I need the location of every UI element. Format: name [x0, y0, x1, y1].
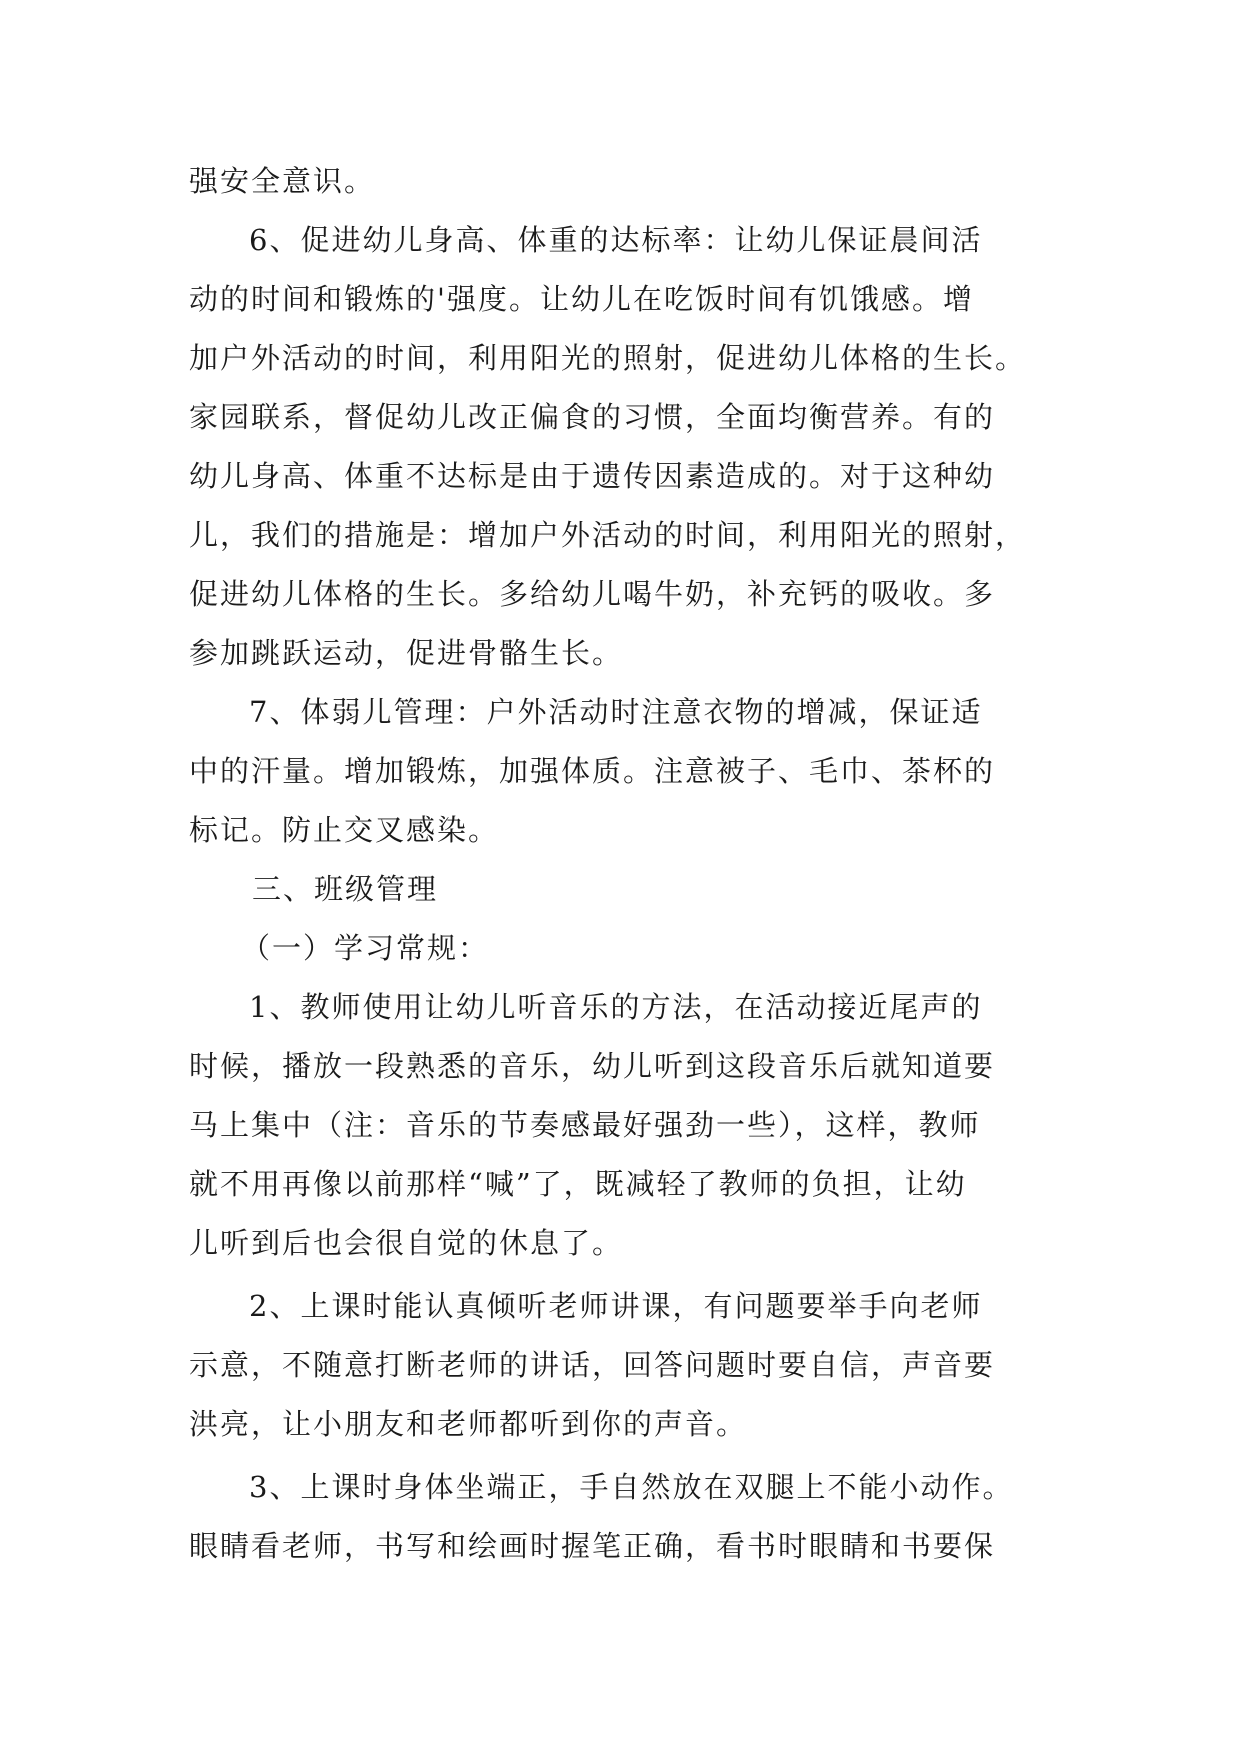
text-line: 洪亮，让小朋友和老师都听到你的声音。 [189, 1407, 748, 1441]
text-line: 家园联系，督促幼儿改正偏食的习惯，全面均衡营养。有的 [189, 400, 996, 434]
paragraph-1-start: 1、教师使用让幼儿听音乐的方法，在活动接近尾声的 [249, 990, 983, 1024]
text-line: 加户外活动的时间，利用阳光的照射，促进幼儿体格的生长。 [189, 341, 1027, 375]
text-line: 参加跳跃运动，促进骨骼生长。 [189, 636, 624, 670]
section-heading: 三、班级管理 [252, 872, 439, 906]
text-line: 时候，播放一段熟悉的音乐，幼儿听到这段音乐后就知道要 [189, 1049, 996, 1083]
text-line: 促进幼儿体格的生长。多给幼儿喝牛奶，补充钙的吸收。多 [189, 577, 996, 611]
text-line: 幼儿身高、体重不达标是由于遗传因素造成的。对于这种幼 [189, 459, 996, 493]
text-line: 马上集中（注：音乐的节奏感最好强劲一些），这样，教师 [189, 1108, 981, 1142]
document-body [189, 152, 1059, 1576]
text-line: 眼睛看老师，书写和绘画时握笔正确，看书时眼睛和书要保 [189, 1529, 996, 1563]
text-line: 儿听到后也会很自觉的休息了。 [189, 1226, 624, 1260]
paragraph-7-start: 7、体弱儿管理：户外活动时注意衣物的增减，保证适 [249, 695, 983, 729]
paragraph-3-start: 3、上课时身体坐端正，手自然放在双腿上不能小动作。 [249, 1470, 1014, 1504]
text-line: 强安全意识。 [189, 164, 376, 198]
text-line: 就不用再像以前那样“喊”了，既减轻了教师的负担，让幼 [189, 1167, 967, 1201]
paragraph-6-start: 6、促进幼儿身高、体重的达标率：让幼儿保证晨间活 [249, 223, 983, 257]
paragraph-2-start: 2、上课时能认真倾听老师讲课，有问题要举手向老师 [249, 1289, 983, 1323]
text-line: 示意，不随意打断老师的讲话，回答问题时要自信，声音要 [189, 1348, 996, 1382]
text-line: 动的时间和锻炼的'强度。让幼儿在吃饭时间有饥饿感。增 [189, 282, 974, 316]
text-line: 标记。防止交叉感染。 [189, 813, 500, 847]
text-line: 中的汗量。增加锻炼，加强体质。注意被子、毛巾、茶杯的 [189, 754, 996, 788]
text-line: 儿，我们的措施是：增加户外活动的时间，利用阳光的照射， [189, 518, 1027, 552]
subsection-heading: （一）学习常规： [241, 931, 490, 965]
